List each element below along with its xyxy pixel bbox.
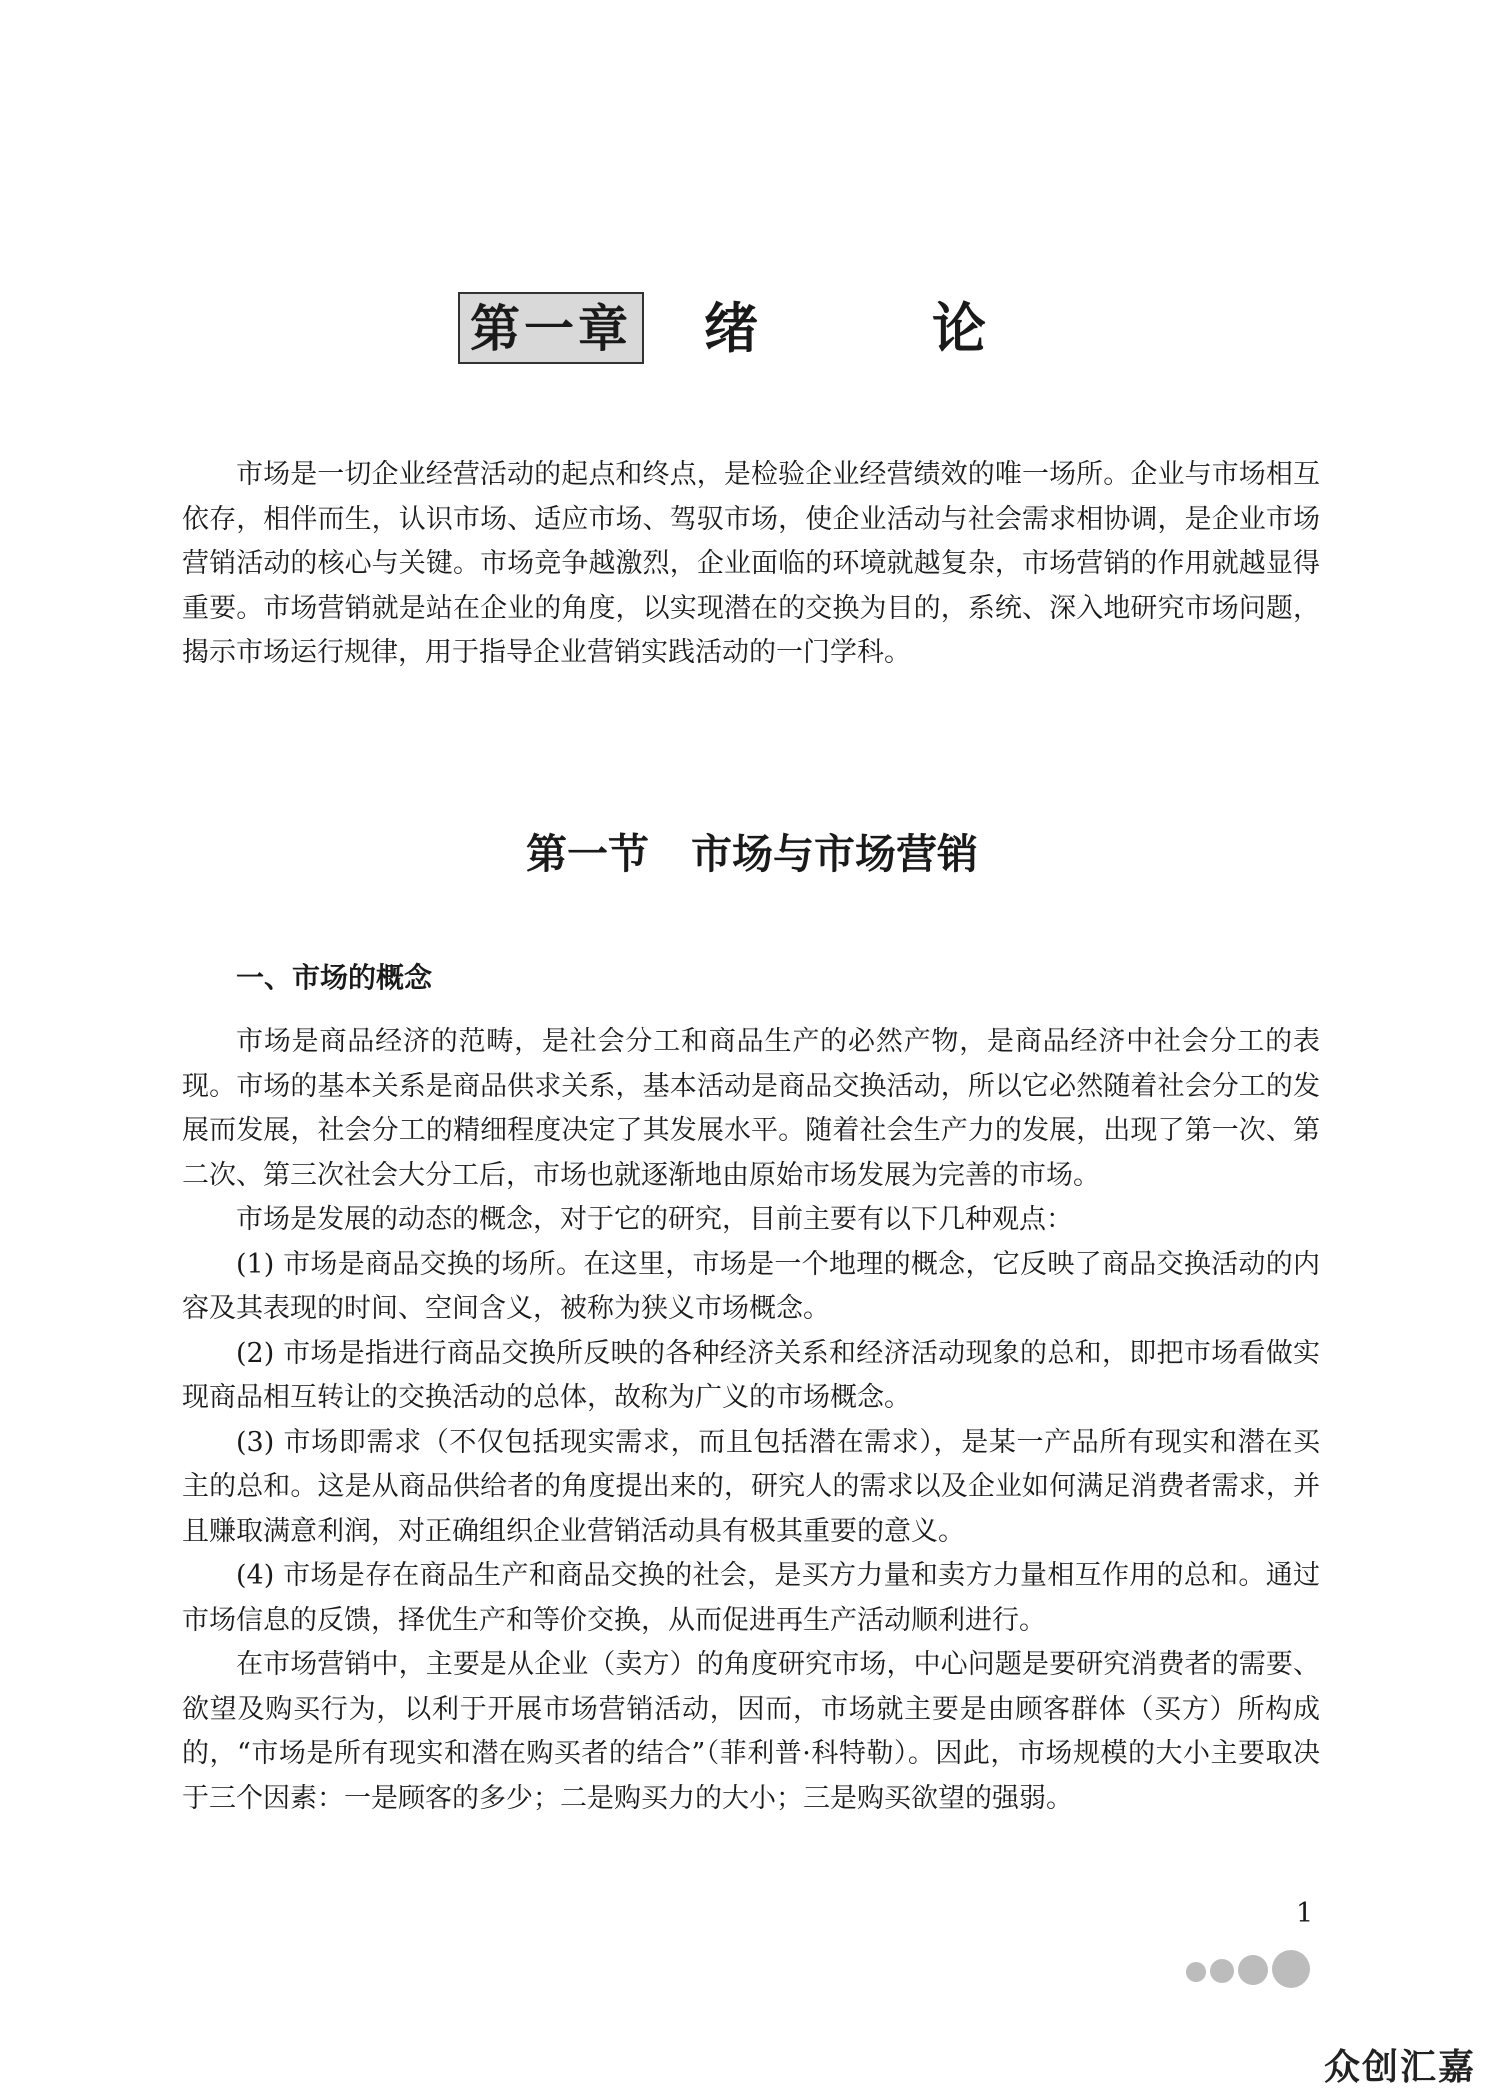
body-paragraph: 在市场营销中，主要是从企业（卖方）的角度研究市场，中心问题是要研究消费者的需要、欲望及购买行为，以利于开展市场营销活动，因而，市场就主要是由顾客群体（买方）所构成的，“市场是所有现实和潜在购买者的结合”（菲利普·科特勒）。因此，市场规模的大小主要取决于三个因素：一是顾客的多少；二是购买力的大小；三是购买欲望的强弱。 [182, 1649, 1320, 1814]
main-body [182, 1020, 1320, 1821]
dot-icon [1186, 1962, 1206, 1982]
subheading: 一、市场的概念 [236, 961, 433, 994]
dot-icon [1272, 1950, 1310, 1988]
chapter-heading [0, 292, 1504, 364]
section-heading [0, 826, 1504, 882]
body-paragraph: (4) 市场是存在商品生产和商品交换的社会，是买方力量和卖方力量相互作用的总和。通过市场信息的反馈，择优生产和等价交换，从而促进再生产活动顺利进行。 [182, 1560, 1320, 1636]
chapter-title: 绪 论 [704, 296, 1046, 360]
chapter-intro [182, 453, 1320, 676]
section-title: 市场与市场营销 [691, 830, 978, 878]
page-number: 1 [1296, 1898, 1314, 1929]
intro-paragraph: 市场是一切企业经营活动的起点和终点，是检验企业经营绩效的唯一场所。企业与市场相互依存，相伴而生，认识市场、适应市场、驾驭市场，使企业活动与社会需求相协调，是企业市场营销活动的核心与关键。市场竞争越激烈，企业面临的环境就越复杂，市场营销的作用就越显得重要。市场营销就是站在企业的角度，以实现潜在的交换为目的，系统、深入地研究市场问题，揭示市场运行规律，用于指导企业营销实践活动的一门学科。 [182, 459, 1320, 668]
chapter-label: 第一章 [458, 292, 644, 364]
body-paragraph: 市场是商品经济的范畴，是社会分工和商品生产的必然产物，是商品经济中社会分工的表现。市场的基本关系是商品供求关系，基本活动是商品交换活动，所以它必然随着社会分工的发展而发展，社会分工的精细程度决定了其发展水平。随着社会生产力的发展，出现了第一次、第二次、第三次社会大分工后，市场也就逐渐地由原始市场发展为完善的市场。 [182, 1026, 1320, 1191]
dot-icon [1238, 1955, 1268, 1985]
body-paragraph: (3) 市场即需求（不仅包括现实需求，而且包括潜在需求），是某一产品所有现实和潜在买主的总和。这是从商品供给者的角度提出来的，研究人的需求以及企业如何满足消费者需求，并且赚取满意利润，对正确组织企业营销活动具有极其重要的意义。 [182, 1426, 1320, 1547]
dot-icon [1210, 1959, 1234, 1983]
section-number: 第一节 [526, 830, 649, 878]
body-paragraph: (1) 市场是商品交换的场所。在这里，市场是一个地理的概念，它反映了商品交换活动的内容及其表现的时间、空间含义，被称为狭义市场概念。 [182, 1248, 1320, 1324]
body-paragraph: 市场是发展的动态的概念，对于它的研究，目前主要有以下几种观点： [236, 1204, 1073, 1235]
body-paragraph: (2) 市场是指进行商品交换所反映的各种经济关系和经济活动现象的总和，即把市场看做实现商品相互转让的交换活动的总体，故称为广义的市场概念。 [182, 1337, 1320, 1413]
decorative-dots [1186, 1948, 1326, 1988]
watermark-logo: 众创汇嘉 [1324, 2047, 1477, 2088]
